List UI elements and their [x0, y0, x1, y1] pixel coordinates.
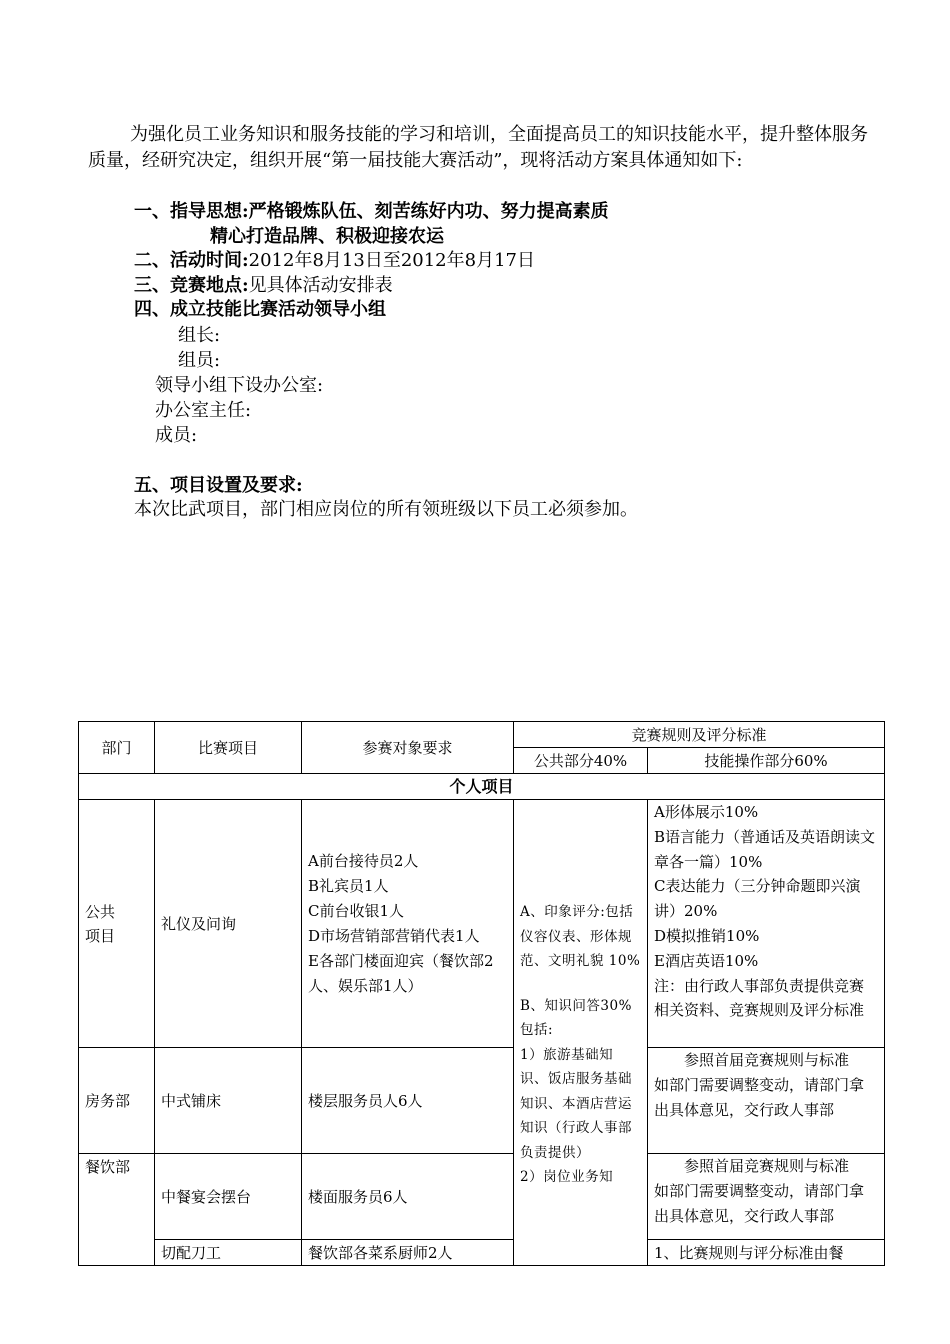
activity-time: 2012年8月13日至2012年8月17日 [248, 250, 535, 271]
table-row [79, 1240, 885, 1266]
section-1-heading [134, 200, 609, 224]
section-3-label: 三、竞赛地点: [134, 275, 249, 296]
leader-label: 组长: [178, 325, 221, 346]
public-criteria-cell [514, 800, 648, 1266]
row3-event: 中餐宴会摆台 [155, 1154, 302, 1240]
requirement-item: E各部门楼面迎宾（餐饮部2人、娱乐部1人） [308, 951, 494, 995]
row1-skill [648, 800, 885, 1048]
office-member-label: 成员: [155, 425, 198, 446]
row4-requirement: 餐饮部各菜系厨师2人 [302, 1240, 514, 1266]
requirement-item: B礼宾员1人 [308, 876, 389, 895]
competition-table [78, 721, 885, 1266]
header-public-part: 公共部分40% [514, 748, 648, 774]
intro-paragraph [88, 122, 868, 174]
public-criteria-a: A、印象评分:包括仪容仪表、形体规范、文明礼貌 10% [520, 904, 641, 969]
section-title-row [79, 774, 885, 800]
header-skill-part: 技能操作部分60% [648, 748, 885, 774]
header-event: 比赛项目 [155, 722, 302, 774]
table-row [79, 1154, 885, 1240]
skill-item: E酒店英语10% [654, 951, 759, 970]
row2-dept: 房务部 [79, 1048, 155, 1154]
row3-skill [648, 1154, 885, 1240]
section-2-label: 二、活动时间: [134, 250, 249, 271]
row1-requirement [302, 800, 514, 1048]
section-3-heading [134, 274, 393, 298]
table-row [79, 1048, 885, 1154]
intro-text: 为强化员工业务知识和服务技能的学习和培训，全面提高员工的知识技能水平，提升整体服务质量，经研究决定，组织开展“第一届技能大赛活动”，现将活动方案具体通知如下: [88, 124, 868, 171]
header-rules: 竞赛规则及评分标准 [514, 722, 885, 748]
section-4-heading: 四、成立技能比赛活动领导小组 [134, 299, 386, 320]
header-row [79, 722, 885, 748]
table-row [79, 800, 885, 1048]
skill-ref: 参照首届竞赛规则与标准 [684, 1157, 850, 1175]
skill-item: B语言能力（普通话及英语朗读文章各一篇）10% [654, 827, 876, 871]
section-1-label: 一、指导思想: [134, 201, 249, 222]
row1-dept-line1: 公共 [85, 902, 116, 921]
skill-item: A形体展示10% [654, 803, 759, 821]
section-1-text: 严格锻炼队伍、刻苦练好内功、努力提高素质 [248, 201, 609, 222]
header-requirement: 参赛对象要求 [302, 722, 514, 774]
row2-event: 中式铺床 [155, 1048, 302, 1154]
row3-dept: 餐饮部 [79, 1154, 155, 1266]
header-dept: 部门 [79, 722, 155, 774]
row1-event: 礼仪及问询 [155, 800, 302, 1048]
section-2-heading [134, 249, 535, 273]
skill-item: C表达能力（三分钟命题即兴演讲）20% [654, 877, 861, 921]
office-label: 领导小组下设办公室: [155, 375, 324, 396]
row1-dept-line2: 项目 [85, 926, 116, 945]
venue-text: 见具体活动安排表 [248, 275, 393, 296]
skill-ref: 参照首届竞赛规则与标准 [684, 1051, 850, 1069]
row4-event: 切配刀工 [155, 1240, 302, 1266]
public-criteria-b: B、知识问答30% 包括: [520, 997, 632, 1038]
member-label: 组员: [178, 350, 221, 371]
section-title: 个人项目 [79, 774, 885, 800]
skill-note: 如部门需要调整变动，请部门拿出具体意见，交行政人事部 [654, 1076, 865, 1119]
section-5-text: 本次比武项目，部门相应岗位的所有领班级以下员工必须参加。 [134, 499, 638, 520]
section-1-text-line2: 精心打造品牌、积极迎接农运 [210, 226, 444, 247]
row2-requirement: 楼层服务员人6人 [302, 1048, 514, 1154]
requirement-item: D市场营销部营销代表1人 [308, 926, 480, 945]
public-criteria-b1: 1）旅游基础知识、饭店服务基础知识、本酒店营运知识（行政人事部负责提供） [520, 1046, 632, 1161]
skill-item: D模拟推销10% [654, 926, 760, 945]
skill-note: 注：由行政人事部负责提供竞赛相关资料、竞赛规则及评分标准 [654, 976, 865, 1020]
public-criteria-b2: 2）岗位业务知 [520, 1169, 614, 1185]
office-director-label: 办公室主任: [155, 400, 252, 421]
row3-requirement: 楼面服务员6人 [302, 1154, 514, 1240]
row2-skill [648, 1048, 885, 1154]
section-5-heading: 五、项目设置及要求: [134, 475, 303, 496]
requirement-item: A前台接待员2人 [308, 851, 419, 870]
row4-skill: 1、比赛规则与评分标准由餐 [648, 1240, 885, 1266]
row1-dept [79, 800, 155, 1048]
skill-note: 如部门需要调整变动，请部门拿出具体意见，交行政人事部 [654, 1182, 865, 1225]
requirement-item: C前台收银1人 [308, 901, 405, 920]
